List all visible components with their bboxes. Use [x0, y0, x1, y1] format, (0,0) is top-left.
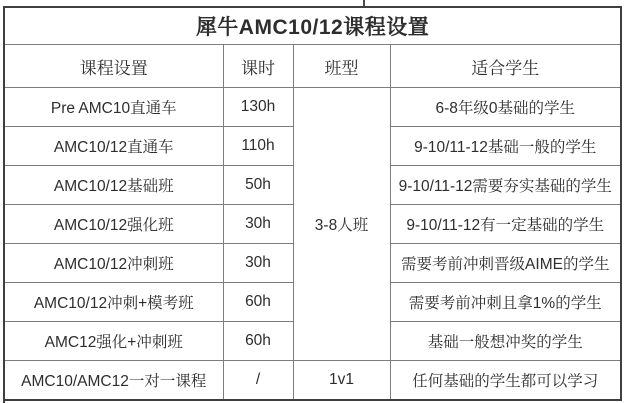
students-cell: 6-8年级0基础的学生	[390, 88, 621, 127]
hours-cell: 130h	[223, 88, 293, 127]
table-row	[4, 361, 621, 401]
students-cell: 9-10/11-12有一定基础的学生	[390, 205, 621, 244]
table-title: 犀牛AMC10/12课程设置	[4, 7, 621, 45]
title-row	[4, 7, 621, 45]
hours-cell: 30h	[223, 205, 293, 244]
class-type-group-cell: 3-8人班	[293, 88, 390, 361]
class-type-1v1-cell: 1v1	[293, 361, 390, 401]
course-cell: AMC10/12冲刺+模考班	[4, 283, 223, 322]
students-cell: 需要考前冲刺且拿1%的学生	[390, 283, 621, 322]
hours-cell: 50h	[223, 166, 293, 205]
students-cell: 需要考前冲刺晋级AIME的学生	[390, 244, 621, 283]
course-cell: AMC10/AMC12一对一课程	[4, 361, 223, 401]
hours-cell: /	[223, 361, 293, 401]
hours-cell: 60h	[223, 283, 293, 322]
course-cell: AMC10/12冲刺班	[4, 244, 223, 283]
table-row	[4, 88, 621, 127]
students-cell: 基础一般想冲奖的学生	[390, 322, 621, 361]
hours-cell: 110h	[223, 127, 293, 166]
header-row	[4, 45, 621, 88]
col-header-course: 课程设置	[4, 45, 223, 88]
students-cell: 9-10/11-12需要夯实基础的学生	[390, 166, 621, 205]
hours-cell: 60h	[223, 322, 293, 361]
course-table	[3, 6, 622, 401]
course-cell: Pre AMC10直通车	[4, 88, 223, 127]
col-header-hours: 课时	[223, 45, 293, 88]
students-cell: 9-10/11-12基础一般的学生	[390, 127, 621, 166]
course-cell: AMC10/12基础班	[4, 166, 223, 205]
col-header-class-type: 班型	[293, 45, 390, 88]
course-cell: AMC10/12强化班	[4, 205, 223, 244]
col-header-students: 适合学生	[390, 45, 621, 88]
hours-cell: 30h	[223, 244, 293, 283]
course-cell: AMC12强化+冲刺班	[4, 322, 223, 361]
course-cell: AMC10/12直通车	[4, 127, 223, 166]
students-cell: 任何基础的学生都可以学习	[390, 361, 621, 401]
cutoff-border-stub-bottom	[3, 392, 5, 403]
